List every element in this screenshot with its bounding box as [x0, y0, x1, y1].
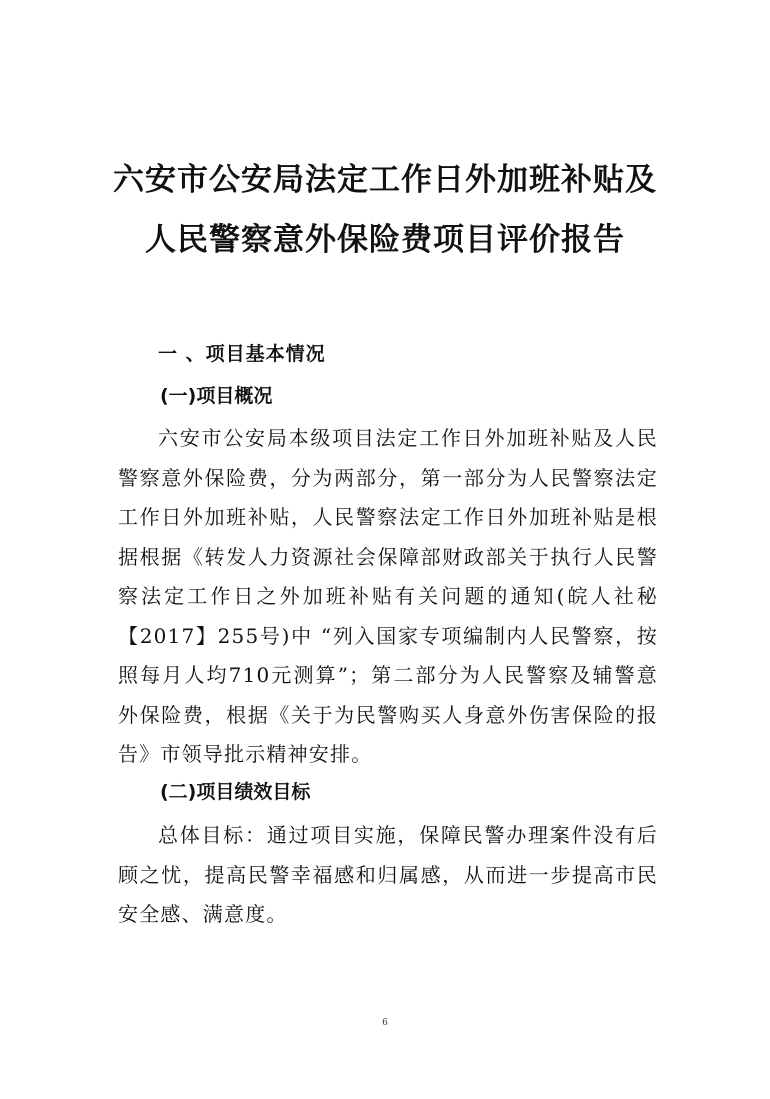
subsection-heading-overview: (一)项目概况: [160, 385, 273, 407]
title-line-2: 人民警察意外保险费项目评价报告: [145, 222, 625, 258]
page-number: 6: [382, 1018, 388, 1028]
subsection-heading-performance-goals: (二)项目绩效目标: [160, 781, 311, 803]
performance-goals-paragraph: 总体目标：通过项目实施，保障民警办理案件没有后顾之忧，提高民警幸福感和归属感，从而进一步提高市民安全感、满意度。: [118, 823, 658, 926]
overview-paragraph: 六安市公安局本级项目法定工作日外加班补贴及人民警察意外保险费，分为两部分，第一部分为人民警察法定工作日外加班补贴，人民警察法定工作日外加班补贴是根据根据《转发人力资源社会保障部财政部关于执行人民警察法定工作日之外加班补贴有关问题的通知(皖人社秘【2017】255号)中 “列入国家专项编制内人民警察，按照每月人均710元测算”；第二部分为人民警察及辅警意外保险费，根据《关于为民警购买人身意外伤害保险的报告》市领导批示精神安排。: [118, 426, 658, 766]
section-heading-basic-info: 一 、项目基本情况: [158, 343, 326, 365]
title-line-1: 六安市公安局法定工作日外加班补贴及: [113, 162, 657, 198]
